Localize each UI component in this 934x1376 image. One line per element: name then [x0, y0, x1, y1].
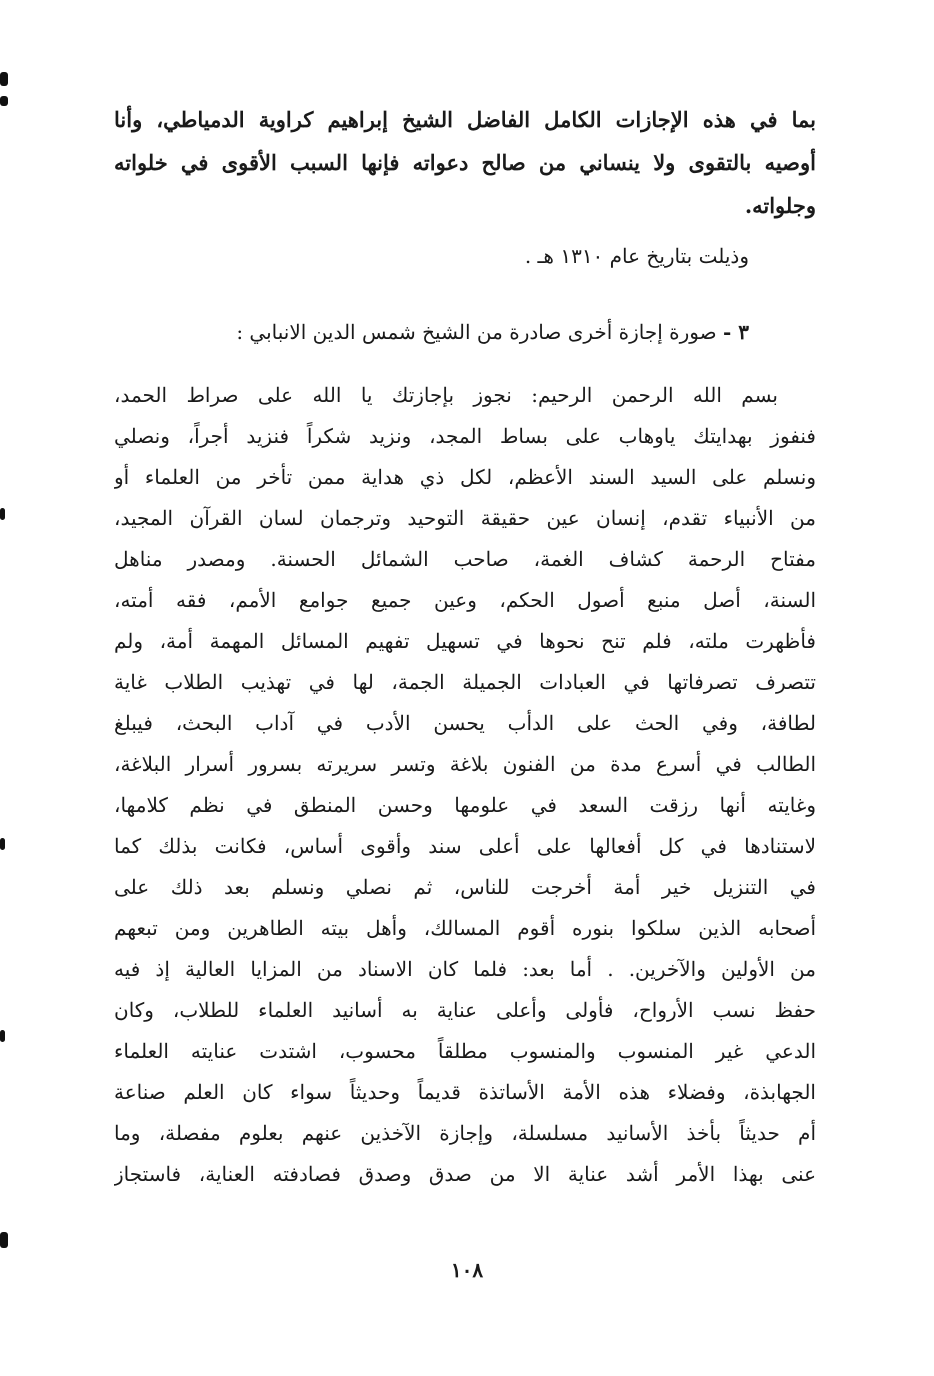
text-line: الدعي غير المنسوب والمنسوب مطلقاً محسوب، اشتدت عنايته العلماء [114, 1039, 816, 1063]
paragraph-1 [114, 98, 816, 227]
margin-mark [0, 1232, 8, 1248]
text-line: من الأولين والآخرين. . أما بعد: فلما كان الاسناد من المزايا العالية إذ فيه [114, 957, 816, 981]
text-line: بما في هذه الإجازات الكامل الفاضل الشيخ إبراهيم كراوية الدمياطي، وأنا [114, 107, 816, 132]
margin-mark [0, 838, 5, 850]
margin-mark [0, 96, 8, 106]
text-line: لاستنادها في كل أفعالها على أعلى سند وأقوى أساس، فكانت بذلك كما [114, 834, 816, 858]
margin-mark [0, 72, 8, 86]
text-line: تتصرف تصرفاتها في العبادات الجميلة الجمة، لها في تهذيب الطلاب غاية [114, 670, 816, 694]
section-number: ٣ - [722, 320, 749, 344]
text-line: أم حديثاً بأخذ الأسانيد مسلسلة، وإجازة الآخذين عنهم بعلوم مفصلة، وما [114, 1121, 816, 1145]
text-line: بسم الله الرحمن الرحيم: نجوز بإجازتك يا الله على صراط الحمد، [114, 383, 778, 407]
text-line: فأظهرت ملته، فلم تنح نحوها في تسهيل تفهيم المسائل المهمة أمة، ولم [114, 629, 816, 653]
section-heading [236, 312, 749, 352]
date-line: وذيلت بتاريخ عام ١٣١٠ هـ . [524, 244, 749, 268]
margin-mark [0, 508, 5, 520]
text-line: من الأنبياء تقدم، إنسان عين حقيقة التوحيد وترجمان لسان القرآن المجيد، [114, 506, 816, 530]
text-line: مفتاح الرحمة كشاف الغمة، صاحب الشمائل الحسنة. ومصدر مناهل [114, 547, 816, 571]
section-title: صورة إجازة أخرى صادرة من الشيخ شمس الدين الانبابي : [236, 320, 717, 344]
text-line: فنفوز بهدايتك ياوهاب على بساط المجد، ونزيد شكراً فنزيد أجراً، ونصلي [114, 424, 816, 448]
text-line: أوصيه بالتقوى ولا ينساني من صالح دعواته فإنها السبب الأقوى في خلواته [114, 150, 816, 175]
text-line: حفظ نسب الأرواح، فأولى وأعلى عناية به أسانيد العلماء للطلاب، وكان [114, 998, 816, 1022]
text-line: وغايته أنها رزقت السعد في علومها وحسن المنطق في نظم كلامها، [114, 793, 816, 817]
text-line: وجلواته. [744, 193, 816, 218]
margin-mark [0, 1030, 5, 1042]
text-line: عنى بهذا الأمر أشد عناية الا من صدق وصدق فصادفته العناية، فاستجاز [114, 1162, 816, 1186]
text-line: السنة، أصل منبع أصول الحكم، وعين جميع جوامع الأمم، فقه أمته، [114, 588, 816, 612]
text-line: ونسلم على السيد السند الأعظم، لكل ذي هداية ممن تأخر من العلماء أو [114, 465, 816, 489]
text-line: أصحابه الذين سلكوا بنوره أقوم المسالك، وأهل بيته الطاهرين ومن تبعهم [114, 916, 816, 940]
text-line: الجهابذة، وفضلاء هذه الأمة الأساتذة قديماً وحديثاً سواء كان العلم صناعة [114, 1080, 816, 1104]
text-line: في التنزيل خير أمة أخرجت للناس، ثم نصلي ونسلم بعد ذلك على [114, 875, 816, 899]
page-number: ١٠٨ [450, 1258, 484, 1282]
paragraph-3 [114, 375, 816, 1195]
text-line: لطافة، وفي الحث على الدأب يحسن الأدب في آداب البحث، فيبلغ [114, 711, 816, 735]
text-line: الطالب في أسرع مدة من الفنون بلاغة وتسر سريرته بسرور أسرار البلاغة، [114, 752, 816, 776]
